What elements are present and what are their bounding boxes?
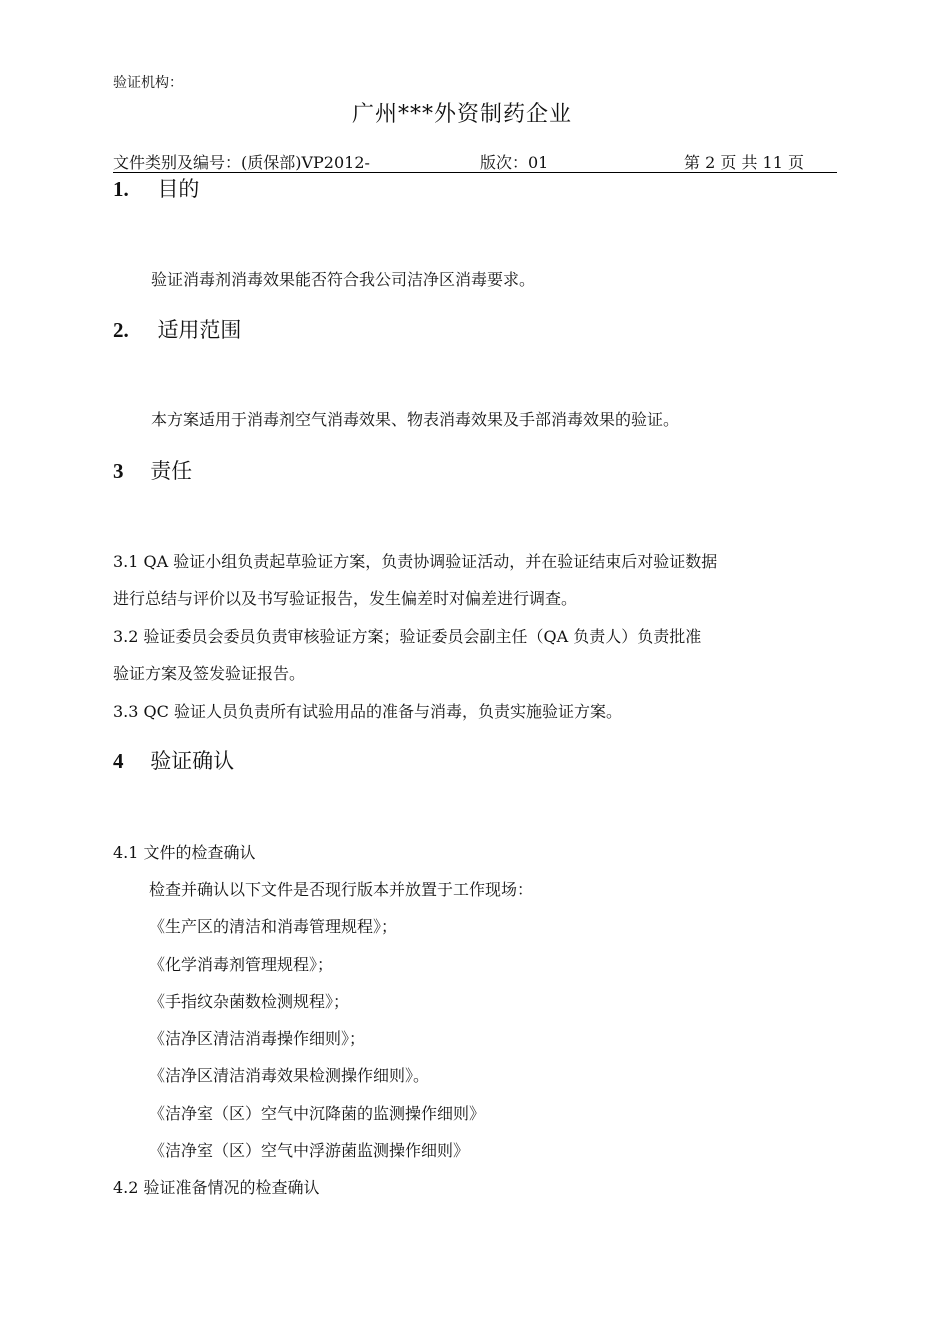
section-number: 3 — [113, 459, 124, 483]
subsection-4-1: 4.1 文件的检查确认 — [113, 843, 256, 862]
section-title: 适用范围 — [157, 318, 242, 342]
doc-list-intro: 检查并确认以下文件是否现行版本并放置于工作现场： — [149, 880, 534, 899]
doc-list-item: 《洁净区清洁消毒操作细则》； — [149, 1029, 366, 1048]
org-label: 验证机构： — [113, 75, 183, 91]
section-number: 4 — [113, 749, 124, 773]
section-1-heading — [113, 173, 199, 203]
header-rule — [113, 172, 837, 173]
page-label: 第 2 页 共 11 页 — [684, 153, 804, 172]
section-title: 目的 — [157, 177, 200, 201]
company-title: 广州***外资制药企业 — [352, 102, 573, 127]
section-2-heading — [113, 314, 241, 344]
doc-list-item: 《洁净室（区）空气中沉降菌的监测操作细则》 — [149, 1104, 486, 1123]
paragraph-3-2-line-2: 验证方案及签发验证报告。 — [113, 664, 306, 683]
paragraph-3-1-line-1: 3.1 QA 验证小组负责起草验证方案，负责协调验证活动，并在验证结束后对验证数据 — [113, 552, 718, 571]
doc-list-item: 《生产区的清洁和消毒管理规程》； — [149, 917, 398, 936]
doc-list-item: 《化学消毒剂管理规程》； — [149, 955, 334, 974]
section-3-heading — [113, 455, 192, 485]
doc-type-label: 文件类别及编号：(质保部)VP2012- — [113, 153, 370, 172]
doc-list-item: 《洁净区清洁消毒效果检测操作细则》。 — [149, 1066, 430, 1085]
section-number: 1. — [113, 177, 129, 201]
section-1-text: 验证消毒剂消毒效果能否符合我公司洁净区消毒要求。 — [151, 270, 536, 289]
paragraph-3-3: 3.3 QC 验证人员负责所有试验用品的准备与消毒，负责实施验证方案。 — [113, 702, 622, 721]
section-title: 验证确认 — [150, 749, 235, 773]
version-label: 版次：01 — [480, 153, 549, 172]
doc-list-item: 《手指纹杂菌数检测规程》； — [149, 992, 350, 1011]
section-number: 2. — [113, 318, 129, 342]
section-2-text: 本方案适用于消毒剂空气消毒效果、物表消毒效果及手部消毒效果的验证。 — [151, 410, 680, 429]
subsection-4-2: 4.2 验证准备情况的检查确认 — [113, 1178, 320, 1197]
section-4-heading — [113, 745, 234, 775]
section-title: 责任 — [150, 459, 193, 483]
paragraph-3-1-line-2: 进行总结与评价以及书写验证报告，发生偏差时对偏差进行调查。 — [113, 589, 578, 608]
paragraph-3-2-line-1: 3.2 验证委员会委员负责审核验证方案；验证委员会副主任（QA 负责人）负责批准 — [113, 627, 702, 646]
doc-list-item: 《洁净室（区）空气中浮游菌监测操作细则》 — [149, 1141, 470, 1160]
